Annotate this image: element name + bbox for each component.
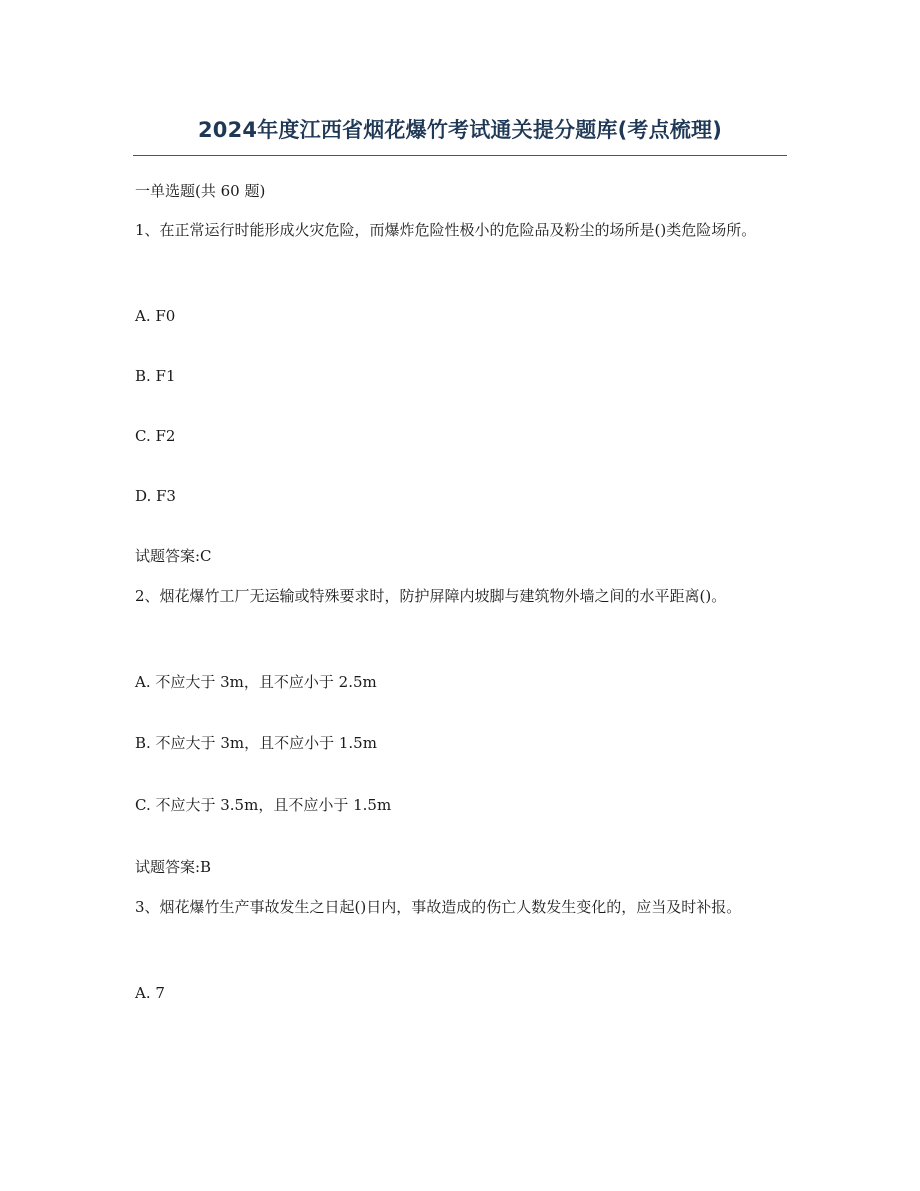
question-1-option-a: A. F0: [135, 307, 176, 325]
question-1-text: 1、在正常运行时能形成火灾危险，而爆炸危险性极小的危险品及粉尘的场所是()类危险场所。: [135, 221, 757, 239]
question-2-answer: 试题答案:B: [135, 858, 212, 876]
document-title: 2024年度江西省烟花爆竹考试通关提分题库(考点梳理): [197, 118, 723, 142]
question-3-text: 3、烟花爆竹生产事故发生之日起()日内，事故造成的伤亡人数发生变化的，应当及时补报。: [135, 898, 742, 916]
section-heading: 一单选题(共 60 题): [135, 182, 266, 200]
question-2-option-c: C. 不应大于 3.5m，且不应小于 1.5m: [135, 796, 392, 814]
question-1-answer: 试题答案:C: [135, 547, 212, 565]
question-3-option-a: A. 7: [135, 984, 165, 1002]
question-2-option-a: A. 不应大于 3m，且不应小于 2.5m: [135, 673, 377, 691]
question-1-option-d: D. F3: [135, 487, 176, 505]
question-2-text: 2、烟花爆竹工厂无运输或特殊要求时，防护屏障内坡脚与建筑物外墙之间的水平距离()。: [135, 587, 727, 605]
question-1-option-b: B. F1: [135, 367, 176, 385]
title-divider: [133, 155, 787, 156]
question-2-option-b: B. 不应大于 3m，且不应小于 1.5m: [135, 734, 377, 752]
question-1-option-c: C. F2: [135, 427, 176, 445]
